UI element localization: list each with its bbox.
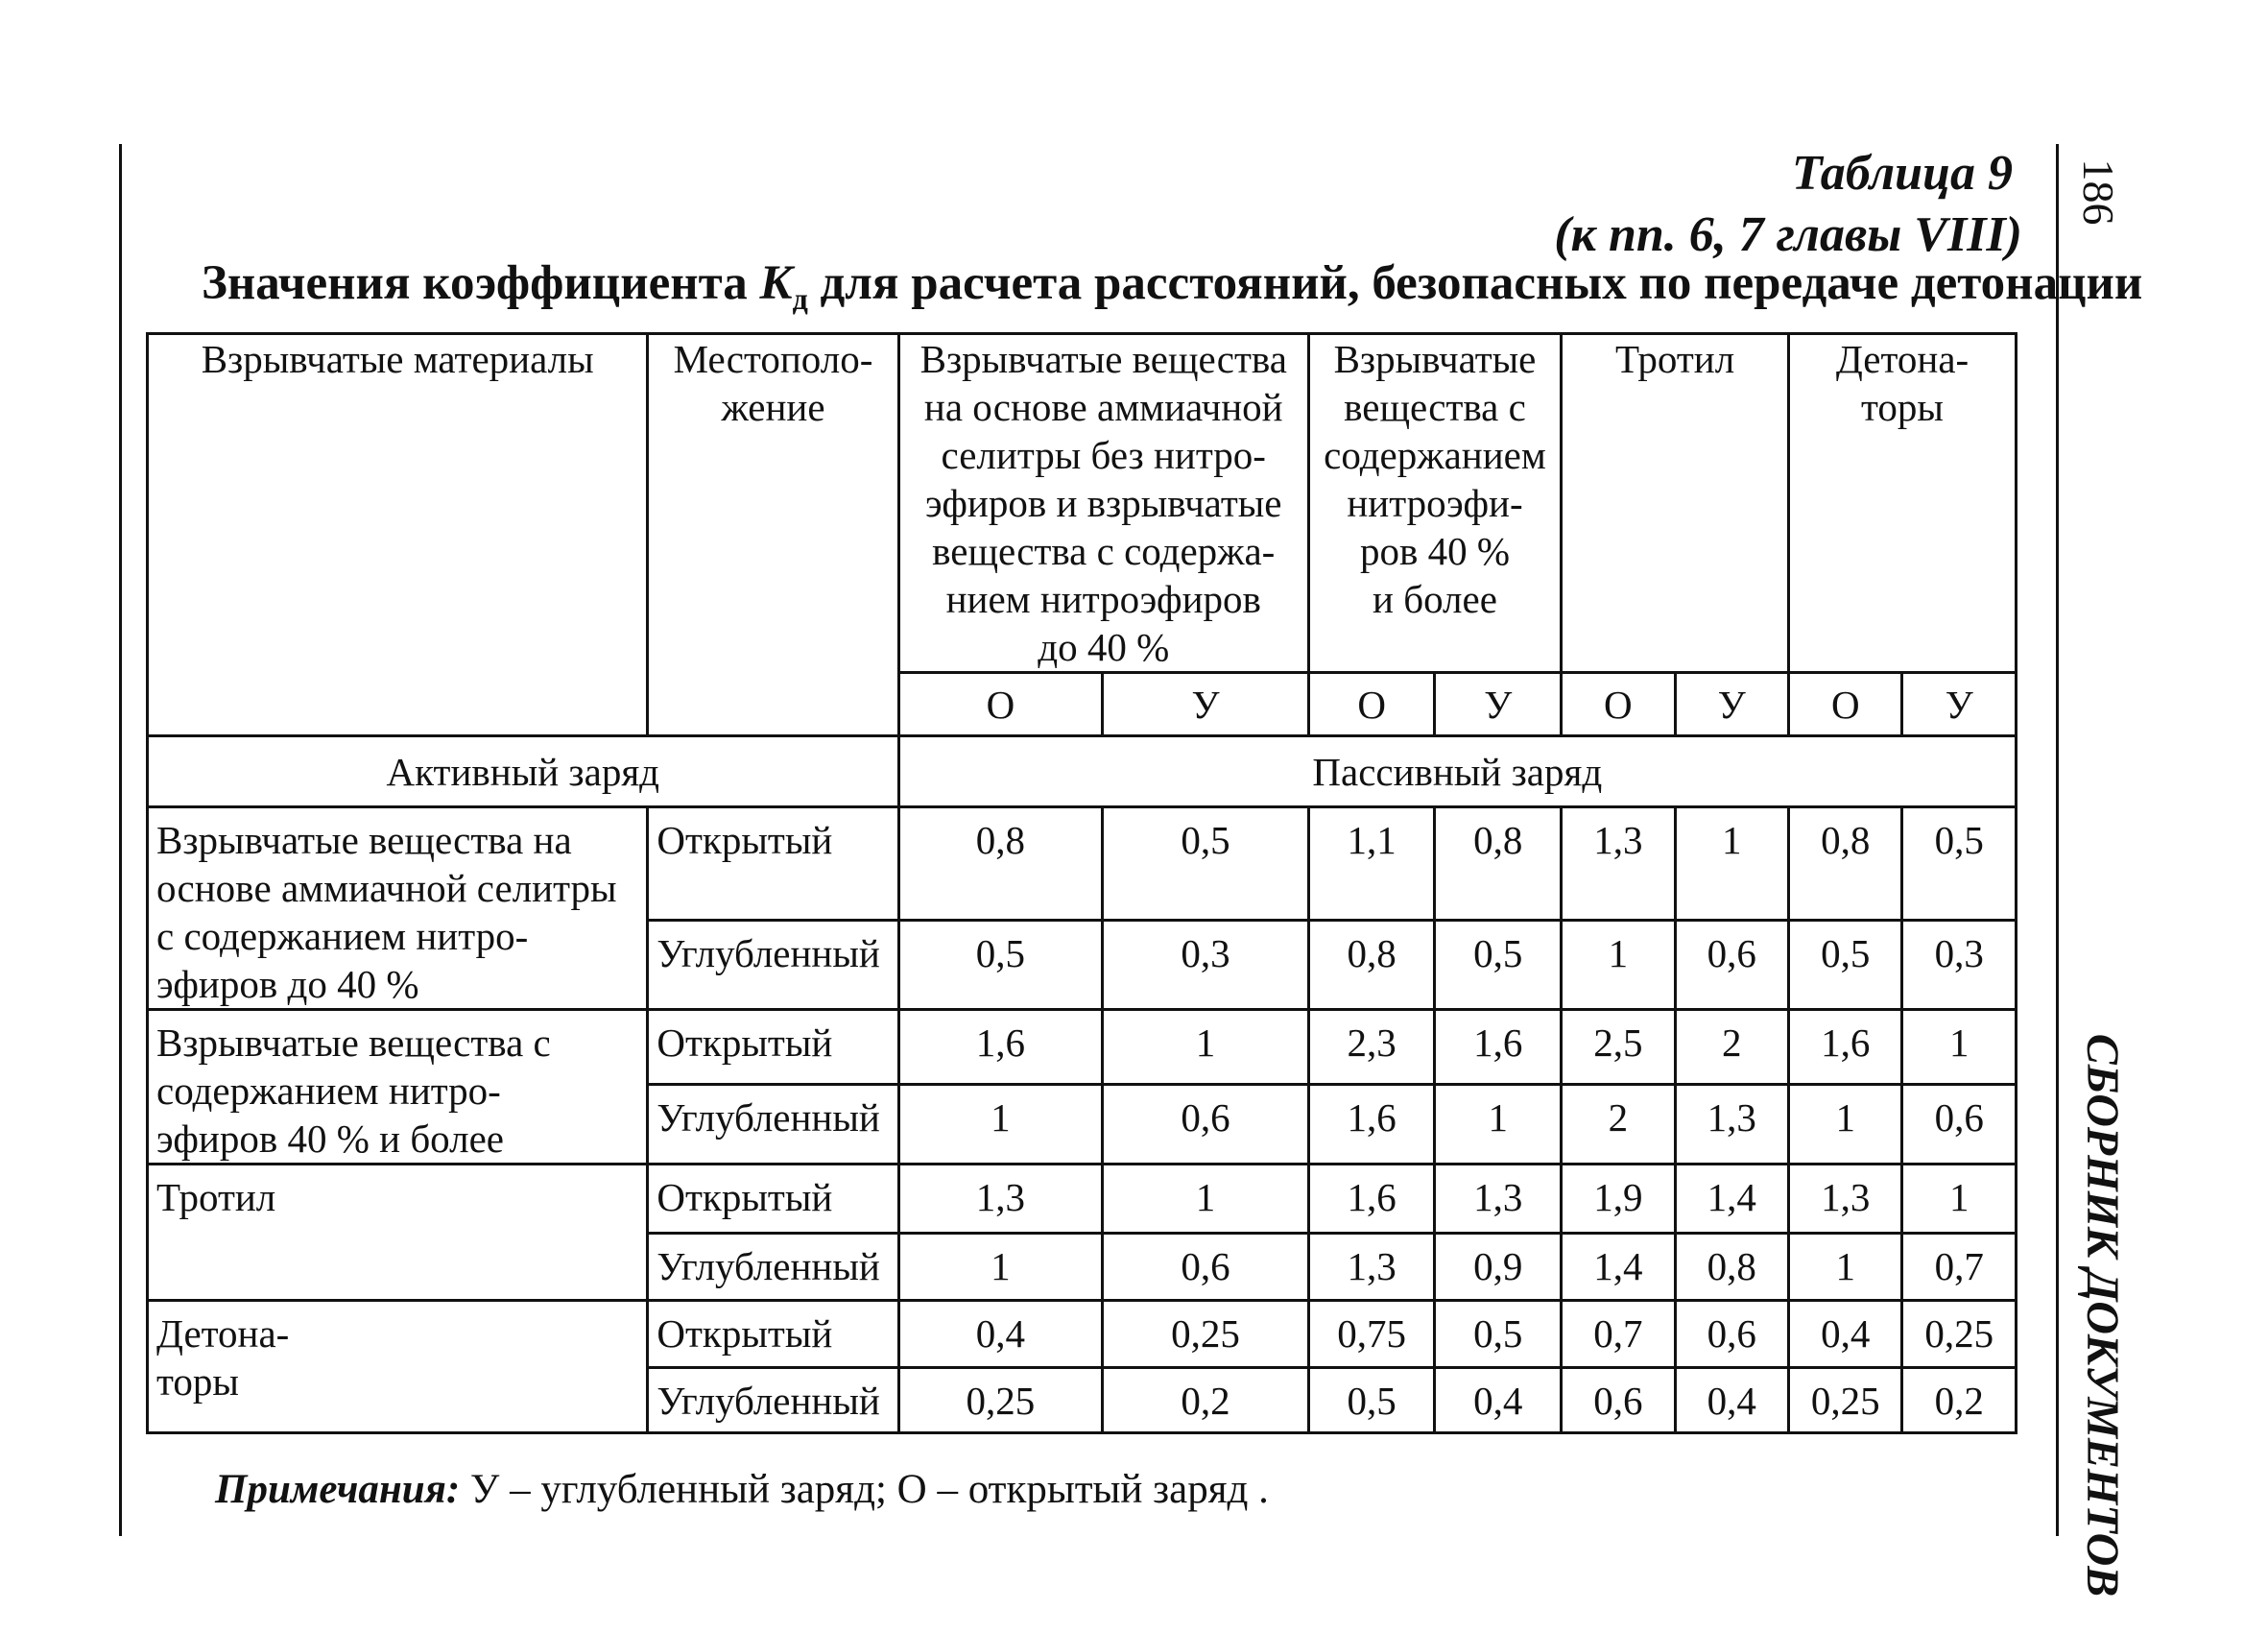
subheader-o: О (1308, 673, 1435, 736)
coefficient-value: 1,6 (898, 1010, 1103, 1085)
coefficient-value: 0,25 (1103, 1301, 1309, 1368)
header-group-detonators: Детона- торы (1789, 334, 2017, 673)
material-name: Детона- торы (148, 1301, 648, 1433)
coefficient-value: 1 (1103, 1010, 1309, 1085)
header-passive-charge: Пассивный заряд (898, 736, 2016, 807)
coefficient-value: 0,4 (1789, 1301, 1902, 1368)
coefficient-table (146, 332, 2017, 1434)
left-margin-rule (119, 144, 122, 1536)
table-title (202, 252, 2143, 330)
coefficient-value: 1 (898, 1085, 1103, 1165)
coefficient-value: 0,5 (1435, 920, 1562, 1009)
table-label: Таблица 9 (1791, 146, 2013, 201)
coefficient-value: 1,3 (898, 1165, 1103, 1234)
table-note (215, 1461, 1269, 1519)
coefficient-value: 0,5 (1308, 1368, 1435, 1433)
header-group-nitroesters: Взрывчатые вещества с содержанием нитроэфи- ров 40 % и более (1308, 334, 1561, 673)
title-part-1: Значения коэффициента (202, 256, 760, 310)
coefficient-value: 1,6 (1308, 1085, 1435, 1165)
coefficient-value: 1,1 (1308, 807, 1435, 921)
header-group-ammonium: Взрывчатые вещества на основе аммиачной селитры без нитро- эфиров и взрывчатые вещества с содержа- нием нитроэфиров до 40 % (898, 334, 1308, 673)
coefficient-value: 0,3 (1902, 920, 2017, 1009)
coefficient-value: 1,6 (1789, 1010, 1902, 1085)
table-row (148, 807, 2017, 921)
coefficient-value: 1,9 (1562, 1165, 1675, 1234)
coefficient-value: 0,8 (1308, 920, 1435, 1009)
coefficient-value: 0,6 (1103, 1085, 1309, 1165)
coefficient-value: 0,6 (1103, 1234, 1309, 1301)
coefficient-value: 1 (1435, 1085, 1562, 1165)
header-group-tnt: Тротил (1562, 334, 1789, 673)
table-row (148, 1165, 2017, 1234)
coefficient-value: 0,4 (1435, 1368, 1562, 1433)
location-open: Открытый (648, 1010, 898, 1085)
page-number: 186 (2074, 158, 2123, 226)
coefficient-value: 0,5 (1902, 807, 2017, 921)
coefficient-value: 1,3 (1789, 1165, 1902, 1234)
coefficient-value: 0,6 (1562, 1368, 1675, 1433)
table-row (148, 1301, 2017, 1368)
coefficient-value: 0,6 (1902, 1085, 2017, 1165)
coefficient-value: 1 (1103, 1165, 1309, 1234)
subheader-o: О (898, 673, 1103, 736)
subheader-o: О (1562, 673, 1675, 736)
location-deepened: Углубленный (648, 1368, 898, 1433)
material-name: Взрывчатые вещества на основe аммиачной селитры с содержанием нитро- эфиров до 40 % (148, 807, 648, 1010)
material-name: Взрывчатые вещества с содержанием нитро- эфиров 40 % и более (148, 1010, 648, 1165)
coefficient-value: 0,75 (1308, 1301, 1435, 1368)
coefficient-value: 0,2 (1103, 1368, 1309, 1433)
coefficient-value: 0,4 (1675, 1368, 1788, 1433)
coefficient-value: 0,3 (1103, 920, 1309, 1009)
subheader-o: О (1789, 673, 1902, 736)
coefficient-value: 0,5 (1103, 807, 1309, 921)
coefficient-value: 0,6 (1675, 920, 1788, 1009)
coefficient-value: 1,4 (1675, 1165, 1788, 1234)
location-open: Открытый (648, 1165, 898, 1234)
coefficient-value: 0,5 (898, 920, 1103, 1009)
coefficient-value: 1,3 (1308, 1234, 1435, 1301)
subheader-u: У (1902, 673, 2017, 736)
coefficient-value: 0,25 (1789, 1368, 1902, 1433)
header-materials: Взрывчатые материалы (148, 334, 648, 736)
running-head: СБОРНИК ДОКУМЕНТОВ (2077, 1033, 2128, 1597)
coefficient-value: 1 (898, 1234, 1103, 1301)
coefficient-value: 0,25 (898, 1368, 1103, 1433)
coefficient-value: 0,5 (1789, 920, 1902, 1009)
note-text: У – углубленный заряд; О – открытый заряд . (460, 1467, 1269, 1512)
table-row (148, 1010, 2017, 1085)
coefficient-value: 0,25 (1902, 1301, 2017, 1368)
coefficient-value: 0,8 (898, 807, 1103, 921)
coefficient-value: 1 (1789, 1085, 1902, 1165)
table-reference: (к пп. 6, 7 главы VIII) (1554, 207, 2022, 262)
coefficient-value: 1,3 (1562, 807, 1675, 921)
right-margin-rule (2056, 144, 2059, 1536)
note-label: Примечания: (215, 1467, 461, 1512)
coefficient-value: 0,8 (1789, 807, 1902, 921)
coefficient-value: 0,9 (1435, 1234, 1562, 1301)
location-deepened: Углубленный (648, 920, 898, 1009)
header-location: Местополо- жение (648, 334, 898, 736)
location-open: Открытый (648, 1301, 898, 1368)
coefficient-value: 0,8 (1675, 1234, 1788, 1301)
coefficient-value: 1,3 (1675, 1085, 1788, 1165)
coefficient-value: 1,6 (1435, 1010, 1562, 1085)
subheader-u: У (1675, 673, 1788, 736)
coefficient-value: 0,5 (1435, 1301, 1562, 1368)
coefficient-value: 1 (1902, 1165, 2017, 1234)
location-deepened: Углубленный (648, 1234, 898, 1301)
location-deepened: Углубленный (648, 1085, 898, 1165)
coefficient-value: 0,6 (1675, 1301, 1788, 1368)
coefficient-value: 1 (1562, 920, 1675, 1009)
subheader-u: У (1435, 673, 1562, 736)
location-open: Открытый (648, 807, 898, 921)
title-variable: K (759, 256, 793, 310)
coefficient-value: 0,8 (1435, 807, 1562, 921)
title-variable-subscript: д (792, 281, 808, 317)
coefficient-value: 2,5 (1562, 1010, 1675, 1085)
header-active-charge: Активный заряд (148, 736, 899, 807)
subheader-u: У (1103, 673, 1309, 736)
coefficient-value: 0,7 (1562, 1301, 1675, 1368)
coefficient-value: 0,7 (1902, 1234, 2017, 1301)
coefficient-value: 0,2 (1902, 1368, 2017, 1433)
coefficient-value: 1,3 (1435, 1165, 1562, 1234)
material-name: Тротил (148, 1165, 648, 1301)
coefficient-value: 0,4 (898, 1301, 1103, 1368)
coefficient-value: 1 (1675, 807, 1788, 921)
coefficient-value: 2 (1562, 1085, 1675, 1165)
title-part-2: для расчета расстояний, безопасных по передаче детонации (807, 256, 2143, 310)
coefficient-value: 1,6 (1308, 1165, 1435, 1234)
coefficient-value: 1,4 (1562, 1234, 1675, 1301)
coefficient-value: 2 (1675, 1010, 1788, 1085)
coefficient-value: 1 (1789, 1234, 1902, 1301)
coefficient-value: 2,3 (1308, 1010, 1435, 1085)
coefficient-value: 1 (1902, 1010, 2017, 1085)
